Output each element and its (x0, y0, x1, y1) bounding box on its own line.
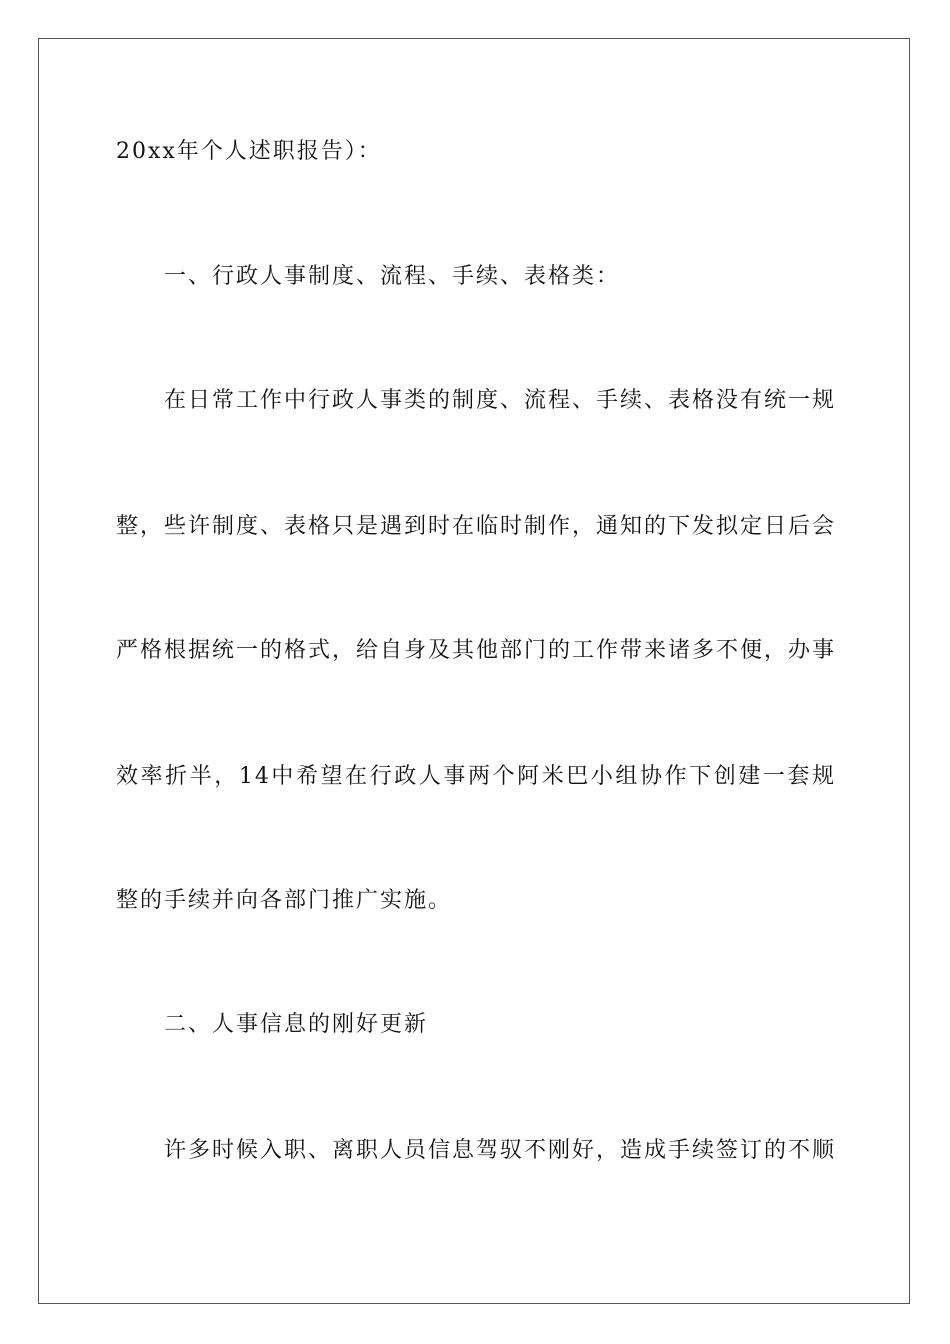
paragraph-line: 整的手续并向各部门推广实施。 (116, 888, 453, 913)
section-heading-2: 二、人事信息的刚好更新 (164, 1012, 429, 1037)
paragraph-line: 在日常工作中行政人事类的制度、流程、手续、表格没有统一规 (164, 388, 837, 413)
paragraph-line: 效率折半，14中希望在行政人事两个阿米巴小组协作下创建一套规 (116, 764, 836, 789)
paragraph-line: 整，些许制度、表格只是遇到时在临时制作，通知的下发拟定日后会 (116, 514, 837, 539)
page-border (38, 38, 910, 1304)
paragraph-line: 严格根据统一的格式，给自身及其他部门的工作带来诸多不便，办事 (116, 638, 837, 663)
intro-line: 20xx年个人述职报告）： (116, 139, 382, 164)
section-heading-1: 一、行政人事制度、流程、手续、表格类： (164, 264, 621, 289)
paragraph-line: 许多时候入职、离职人员信息驾驭不刚好，造成手续签订的不顺 (164, 1138, 837, 1163)
